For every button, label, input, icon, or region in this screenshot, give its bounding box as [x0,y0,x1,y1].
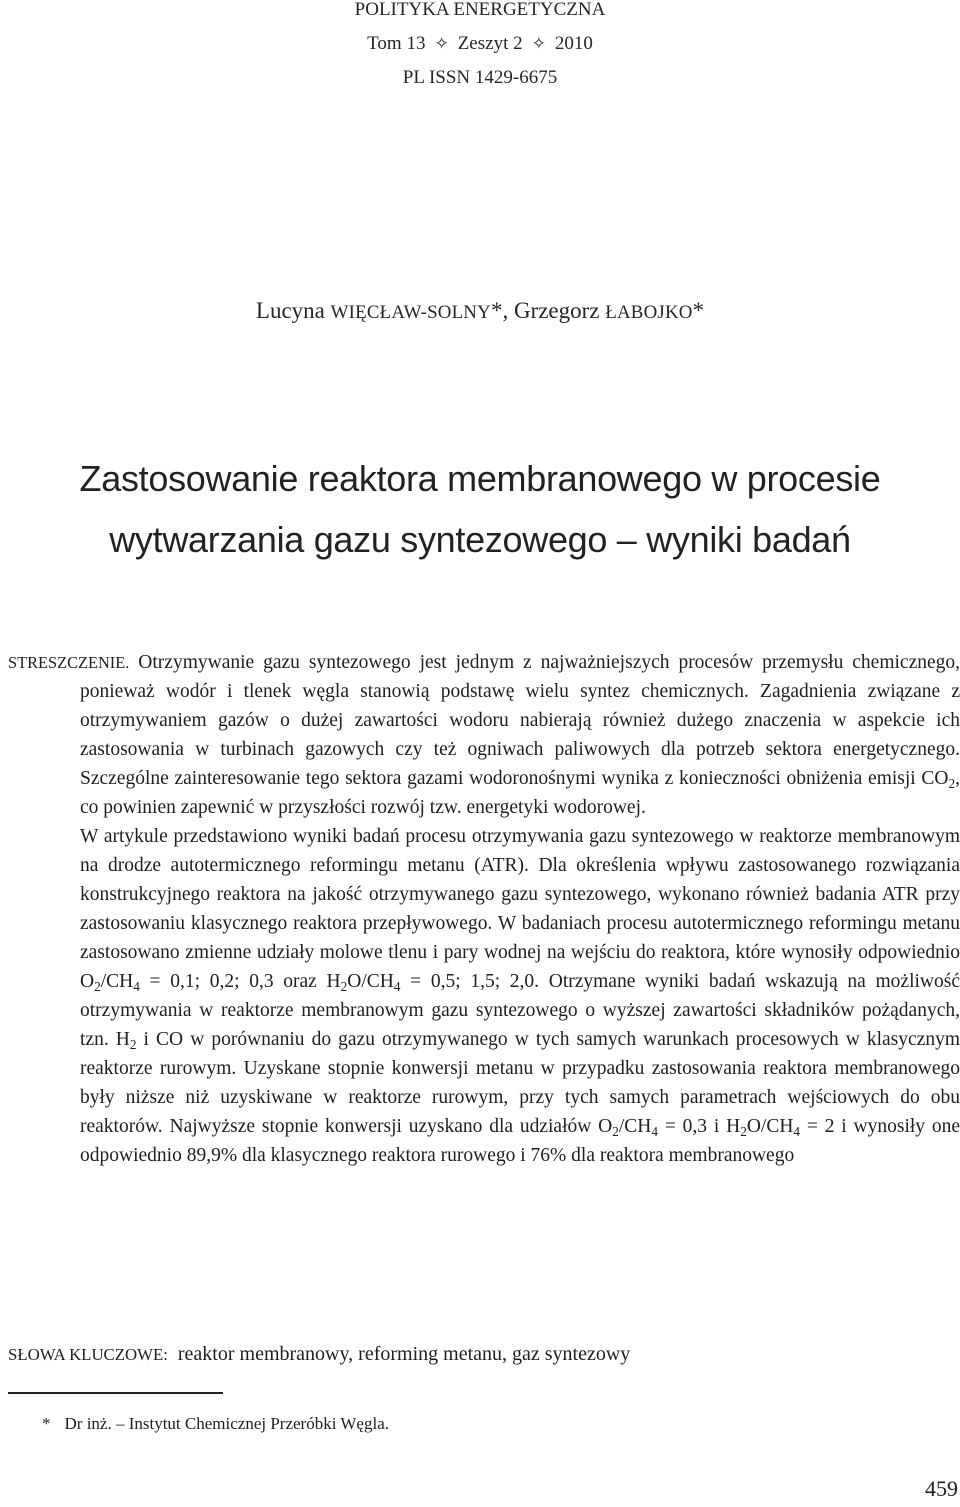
footnote [42,1414,389,1434]
subscript: 4 [393,978,401,994]
abstract-text: = 0,3 i H [658,1116,741,1137]
abstract-text: = 0,5; 1,5; 2,0. Otrzymane wyniki badań wskazują na możliwość otrzymywania w reaktorze membranowym gazu syntezowego o wyższej zawartości składników pożądanych, tzn. H [80,971,960,1050]
authors [0,298,960,324]
subscript: 4 [651,1123,659,1139]
keywords-label: SŁOWA KLUCZOWE: [8,1345,168,1364]
issn: PL ISSN 1429-6675 [402,67,558,88]
page-number: 459 [925,1476,958,1501]
author-2-first: Grzegorz [513,298,600,323]
article-title [0,448,960,570]
issue: Zeszyt 2 [457,33,523,54]
author-separator: *, [490,298,514,323]
author-1-first: Lucyna [255,298,325,323]
star-separator-icon: ✧ [434,34,449,54]
keywords [8,1343,630,1366]
subscript: 4 [793,1123,801,1139]
journal-name: POLITYKA ENERGETYCZNA [354,0,606,20]
abstract-paragraph-1 [8,648,960,822]
volume-line [0,27,960,61]
subscript: 2 [340,978,348,994]
abstract-text: = 2 i wynosiły one odpowiednio 89,9% dla klasycznego reaktora rurowego i 76% dla reaktora membranowego [80,1116,960,1166]
footnote-text: Dr inż. – Instytut Chemicznej Przeróbki Węgla. [64,1414,389,1433]
title-line-1: Zastosowanie reaktora membranowego w procesie [79,458,881,499]
subscript: 2 [948,775,956,791]
subscript: 4 [133,978,140,994]
year: 2010 [554,33,593,54]
star-separator-icon: ✧ [531,34,546,54]
title-line-2: wytwarzania gazu syntezowego – wyniki badań [109,519,851,560]
subscript: 2 [129,1036,137,1052]
abstract-text: W artykule przedstawiono wyniki badań procesu otrzymywania gazu syntezowego w reaktorze membranowym na drodze autotermicznego reformingu metanu (ATR). Dla określenia wpływu zastosowanego rozwiązania konstrukcyjnego reaktora na jakość otrzymywanego gazu syntezowego, wykonano również badania ATR przy zastosowaniu klasycznego reaktora przepływowego. W badaniach procesu autotermicznego reformingu metanu zastosowano zmienne udziały molowe tlenu i pary wodnej na wejściu do reaktora, które wynosiły odpowiednio O [80,826,960,992]
footnote-mark: * [42,1414,51,1433]
footnote-divider [8,1392,223,1394]
subscript: 2 [740,1123,747,1139]
abstract-label: STRESZCZENIE. [8,653,130,672]
abstract-text: = 0,1; 0,2; 0,3 oraz H [139,971,341,992]
author-1-last: WIĘCŁAW-SOLNY [330,302,491,323]
subscript: 2 [612,1123,619,1139]
abstract-text: O/CH [746,1116,794,1137]
author-2-last: ŁABOJKO [605,302,693,323]
subscript: 2 [94,978,101,994]
keywords-text: reaktor membranowy, reforming metanu, gaz syntezowy [177,1343,631,1365]
journal-header [0,0,960,95]
abstract-text: /CH [100,971,134,992]
abstract-text: i CO w porównaniu do gazu otrzymywanego w tych samych warunkach procesowych w klasycznym reaktorze rurowym. Uzyskane stopnie konwersji metanu w przypadku zastosowania reaktora membranowego były niższe niż uzyskiwane w reaktorze rurowym, przy tych samych parametrach wejściowych do obu reaktorów. Najwyższe stopnie konwersji uzyskano dla udziałów O [80,1029,960,1137]
abstract-text: O/CH [347,971,394,992]
abstract [8,648,960,1170]
abstract-text: /CH [618,1116,652,1137]
volume: Tom 13 [367,33,426,54]
author-mark: * [692,298,705,323]
abstract-text: Otrzymywanie gazu syntezowego jest jednym z najważniejszych procesów przemysłu chemicznego, ponieważ wodór i tlenek węgla stanowią podstawę wielu syntez chemicznych. Zagadnienia związane z otrzymywaniem gazów o dużej zawartości wodoru nabierają również dużego znaczenia w aspekcie ich zastosowania w turbinach gazowych czy też ogniwach paliwowych dla potrzeb sektora energetycznego. Szczególne zainteresowanie tego sektora gazami wodoronośnymi wynika z konieczności obniżenia emisji CO [80,652,960,789]
abstract-paragraph-2 [80,822,960,1170]
abstract-text: , co powinien zapewnić w przyszłości rozwój tzw. energetyki wodorowej. [80,768,960,818]
